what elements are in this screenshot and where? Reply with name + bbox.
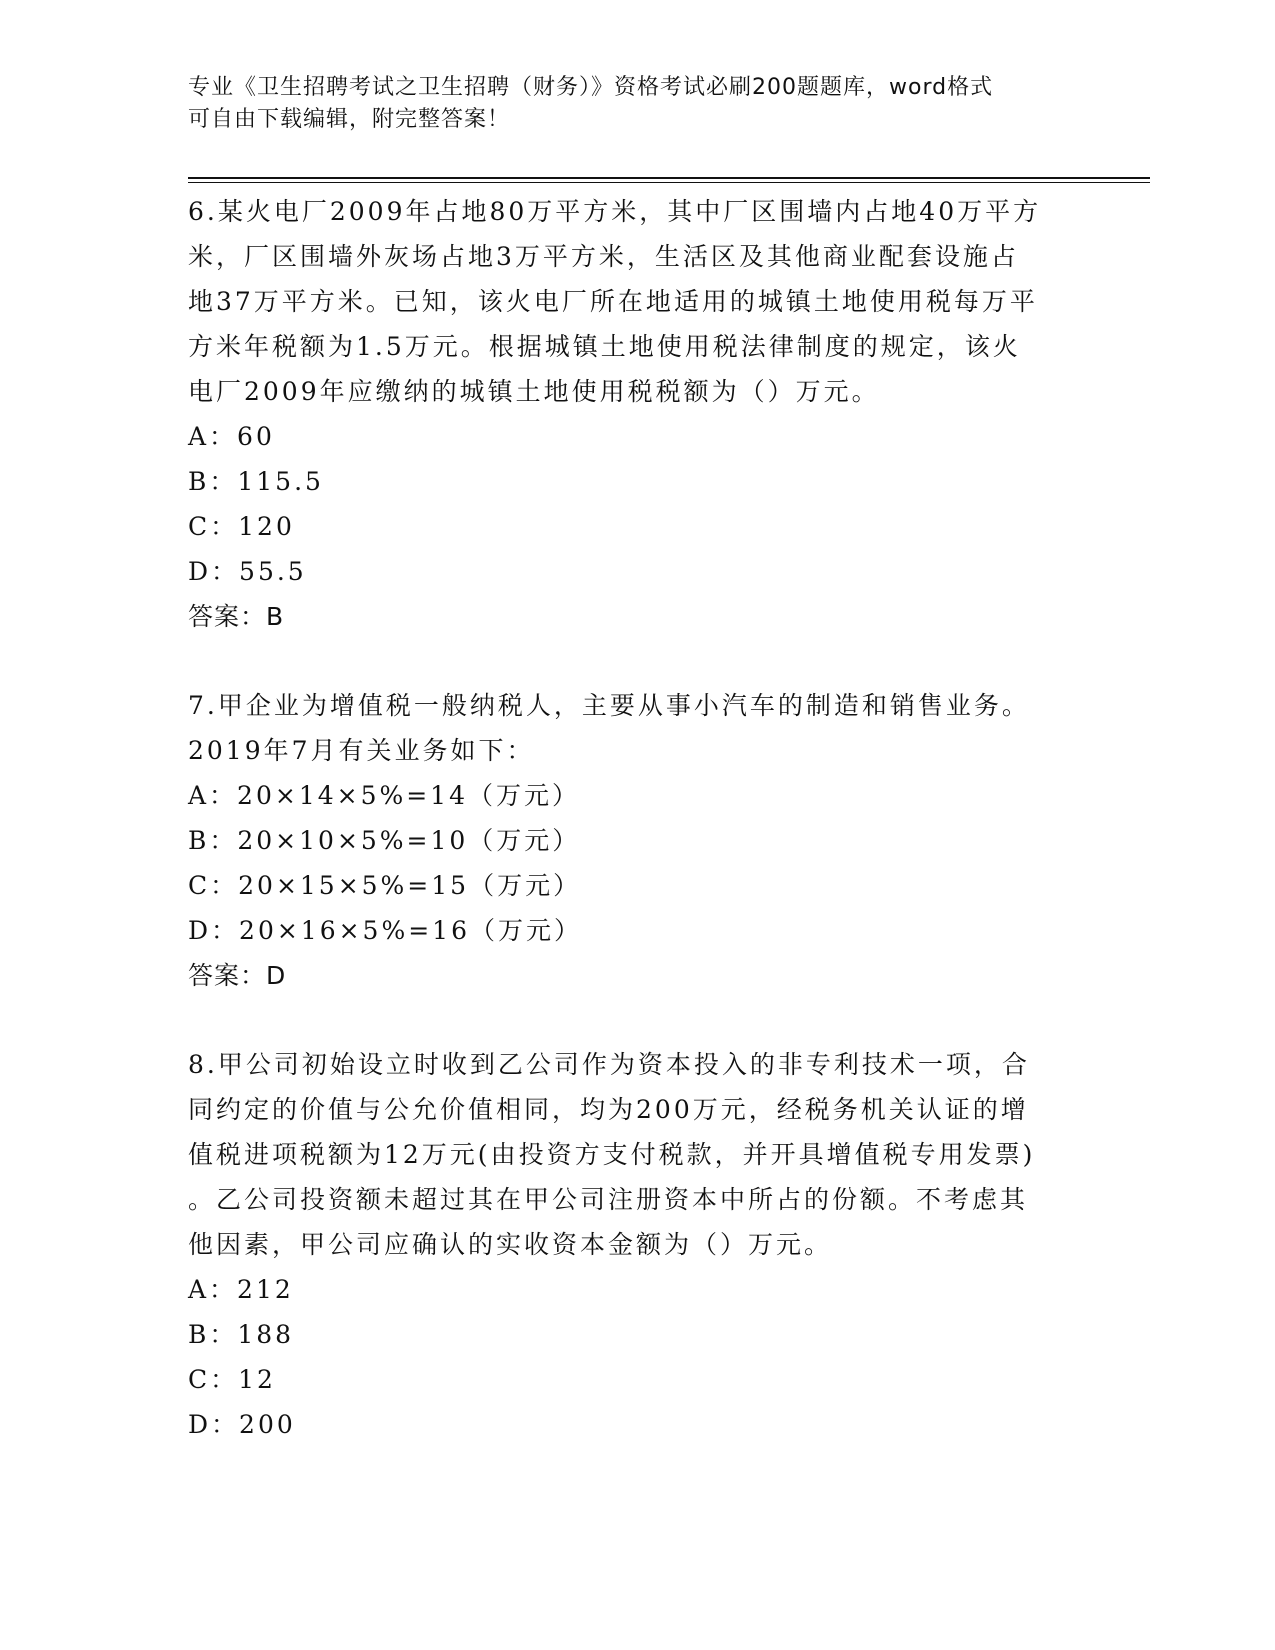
option-a: A：60: [188, 422, 275, 451]
stem-line: 电厂2009年应缴纳的城镇土地使用税税额为（）万元。: [188, 377, 880, 406]
question-stem: [188, 189, 1088, 414]
option-c: C：120: [188, 512, 295, 541]
option-b: B：115.5: [188, 467, 324, 496]
option-a: A：212: [188, 1275, 294, 1304]
question-8: [188, 1042, 1088, 1447]
stem-line: 他因素，甲公司应确认的实收资本金额为（）万元。: [188, 1230, 833, 1259]
stem-line: 同约定的价值与公允价值相同，均为200万元，经税务机关认证的增: [188, 1095, 1029, 1124]
stem-line: 7.甲企业为增值税一般纳税人，主要从事小汽车的制造和销售业务。: [188, 691, 1030, 720]
option-c: C：20×15×5%=15（万元）: [188, 871, 582, 900]
header-line: 可自由下载编辑，附完整答案！: [188, 107, 511, 132]
question-list: [188, 189, 1088, 1491]
question-7: [188, 683, 1088, 998]
question-stem: [188, 683, 1088, 773]
document-header: [188, 72, 1068, 136]
header-divider: [188, 177, 1150, 183]
option-b: B：188: [188, 1320, 295, 1349]
option-d: D：55.5: [188, 557, 307, 586]
stem-line: 。乙公司投资额未超过其在甲公司注册资本中所占的份额。不考虑其: [188, 1185, 1029, 1214]
option-c: C：12: [188, 1365, 276, 1394]
stem-line: 2019年7月有关业务如下：: [188, 736, 535, 765]
answer-label: 答案：D: [188, 961, 287, 990]
question-stem: [188, 1042, 1088, 1267]
stem-line: 地37万平方米。已知，该火电厂所在地适用的城镇土地使用税每万平: [188, 287, 1038, 316]
option-a: A：20×14×5%=14（万元）: [188, 781, 580, 810]
option-b: B：20×10×5%=10（万元）: [188, 826, 581, 855]
question-6: [188, 189, 1088, 639]
stem-line: 6.某火电厂2009年占地80万平方米，其中厂区围墙内占地40万平方: [188, 197, 1042, 226]
stem-line: 值税进项税额为12万元(由投资方支付税款，并开具增值税专用发票): [188, 1140, 1036, 1169]
answer-label: 答案：B: [188, 602, 285, 631]
option-d: D：200: [188, 1410, 296, 1439]
stem-line: 方米年税额为1.5万元。根据城镇土地使用税法律制度的规定，该火: [188, 332, 1021, 361]
option-d: D：20×16×5%=16（万元）: [188, 916, 582, 945]
stem-line: 8.甲公司初始设立时收到乙公司作为资本投入的非专利技术一项，合: [188, 1050, 1030, 1079]
header-line: 专业《卫生招聘考试之卫生招聘（财务）》资格考试必刷200题题库，word格式: [188, 75, 994, 100]
stem-line: 米，厂区围墙外灰场占地3万平方米，生活区及其他商业配套设施占: [188, 242, 1019, 271]
